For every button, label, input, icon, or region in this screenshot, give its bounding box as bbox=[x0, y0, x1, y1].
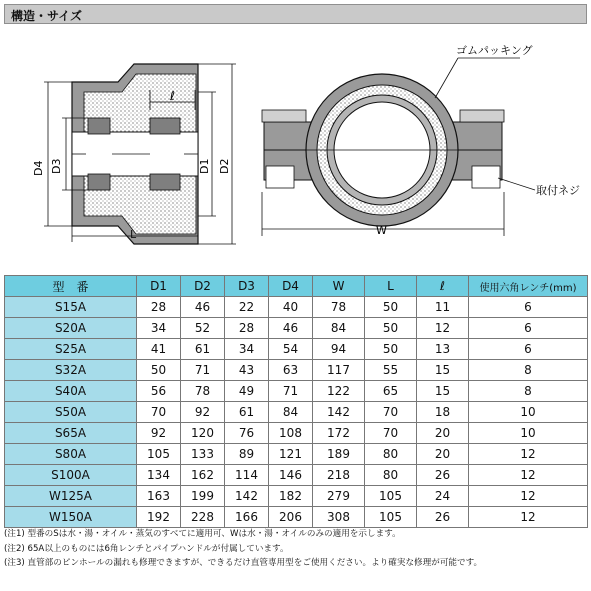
value-cell: 43 bbox=[225, 360, 269, 381]
value-cell: 55 bbox=[365, 360, 417, 381]
value-cell: 122 bbox=[313, 381, 365, 402]
table-row bbox=[5, 318, 588, 339]
model-cell: S25A bbox=[5, 339, 137, 360]
value-cell: 163 bbox=[137, 486, 181, 507]
size-table bbox=[4, 275, 588, 528]
value-cell: 10 bbox=[469, 423, 588, 444]
value-cell: 6 bbox=[469, 339, 588, 360]
value-cell: 15 bbox=[417, 381, 469, 402]
value-cell: 26 bbox=[417, 465, 469, 486]
table-row bbox=[5, 381, 588, 402]
table-row bbox=[5, 360, 588, 381]
model-cell: S50A bbox=[5, 402, 137, 423]
value-cell: 40 bbox=[269, 297, 313, 318]
label-gasket: ゴムパッキング bbox=[456, 44, 533, 57]
value-cell: 46 bbox=[269, 318, 313, 339]
column-header: 型 番 bbox=[5, 276, 137, 297]
note-1: (注1) 型番のSは水・湯・オイル・蒸気のすべてに適用可、Wは水・湯・オイルのみの適用を示します。 bbox=[4, 529, 401, 539]
value-cell: 54 bbox=[269, 339, 313, 360]
label-ell: ℓ bbox=[170, 89, 175, 103]
value-cell: 228 bbox=[181, 507, 225, 528]
value-cell: 49 bbox=[225, 381, 269, 402]
value-cell: 142 bbox=[313, 402, 365, 423]
value-cell: 70 bbox=[137, 402, 181, 423]
value-cell: 34 bbox=[137, 318, 181, 339]
value-cell: 279 bbox=[313, 486, 365, 507]
value-cell: 89 bbox=[225, 444, 269, 465]
value-cell: 63 bbox=[269, 360, 313, 381]
side-section-view bbox=[72, 64, 198, 244]
note-3: (注3) 直管部のピンホールの漏れも修理できますが、できるだけ直管専用型をご使用ください。より確実な修理が可能です。 bbox=[4, 558, 483, 568]
label-d1: D1 bbox=[198, 158, 211, 174]
value-cell: 61 bbox=[181, 339, 225, 360]
value-cell: 13 bbox=[417, 339, 469, 360]
value-cell: 20 bbox=[417, 423, 469, 444]
label-l: L bbox=[130, 228, 137, 241]
value-cell: 70 bbox=[365, 402, 417, 423]
table-row bbox=[5, 444, 588, 465]
column-header: W bbox=[313, 276, 365, 297]
bolt-head-left bbox=[266, 166, 294, 188]
value-cell: 134 bbox=[137, 465, 181, 486]
note-2: (注2) 65A以上のものには6角レンチとパイプハンドルが付属しています。 bbox=[4, 543, 289, 554]
value-cell: 46 bbox=[181, 297, 225, 318]
seal-upper-left bbox=[88, 118, 110, 134]
model-cell: S80A bbox=[5, 444, 137, 465]
value-cell: 80 bbox=[365, 465, 417, 486]
table-row bbox=[5, 423, 588, 444]
value-cell: 26 bbox=[417, 507, 469, 528]
value-cell: 308 bbox=[313, 507, 365, 528]
value-cell: 28 bbox=[137, 297, 181, 318]
value-cell: 65 bbox=[365, 381, 417, 402]
value-cell: 12 bbox=[469, 444, 588, 465]
table-row bbox=[5, 507, 588, 528]
model-cell: S15A bbox=[5, 297, 137, 318]
value-cell: 15 bbox=[417, 360, 469, 381]
model-cell: S32A bbox=[5, 360, 137, 381]
table-row bbox=[5, 339, 588, 360]
value-cell: 71 bbox=[269, 381, 313, 402]
value-cell: 20 bbox=[417, 444, 469, 465]
value-cell: 166 bbox=[225, 507, 269, 528]
column-header: ℓ bbox=[417, 276, 469, 297]
bolt-right bbox=[460, 110, 504, 122]
model-cell: W150A bbox=[5, 507, 137, 528]
section-title: 構造・サイズ bbox=[11, 9, 83, 23]
label-d4: D4 bbox=[32, 160, 45, 176]
value-cell: 114 bbox=[225, 465, 269, 486]
value-cell: 34 bbox=[225, 339, 269, 360]
table-row bbox=[5, 297, 588, 318]
value-cell: 94 bbox=[313, 339, 365, 360]
value-cell: 52 bbox=[181, 318, 225, 339]
notes bbox=[4, 527, 587, 571]
section-header bbox=[4, 4, 587, 24]
value-cell: 218 bbox=[313, 465, 365, 486]
value-cell: 78 bbox=[313, 297, 365, 318]
value-cell: 92 bbox=[181, 402, 225, 423]
table-row bbox=[5, 486, 588, 507]
value-cell: 41 bbox=[137, 339, 181, 360]
column-header: D3 bbox=[225, 276, 269, 297]
label-w: W bbox=[376, 224, 387, 237]
value-cell: 105 bbox=[137, 444, 181, 465]
value-cell: 71 bbox=[181, 360, 225, 381]
table-header-row bbox=[5, 276, 588, 297]
structure-diagram bbox=[0, 26, 591, 276]
model-cell: W125A bbox=[5, 486, 137, 507]
column-header: D2 bbox=[181, 276, 225, 297]
bolt-head-right bbox=[472, 166, 500, 188]
value-cell: 92 bbox=[137, 423, 181, 444]
value-cell: 22 bbox=[225, 297, 269, 318]
value-cell: 162 bbox=[181, 465, 225, 486]
value-cell: 182 bbox=[269, 486, 313, 507]
seal-lower-left bbox=[88, 174, 110, 190]
model-cell: S65A bbox=[5, 423, 137, 444]
value-cell: 50 bbox=[365, 297, 417, 318]
value-cell: 56 bbox=[137, 381, 181, 402]
value-cell: 189 bbox=[313, 444, 365, 465]
value-cell: 12 bbox=[417, 318, 469, 339]
value-cell: 70 bbox=[365, 423, 417, 444]
value-cell: 12 bbox=[469, 507, 588, 528]
value-cell: 121 bbox=[269, 444, 313, 465]
value-cell: 12 bbox=[469, 465, 588, 486]
value-cell: 146 bbox=[269, 465, 313, 486]
value-cell: 10 bbox=[469, 402, 588, 423]
column-header: D4 bbox=[269, 276, 313, 297]
value-cell: 8 bbox=[469, 360, 588, 381]
value-cell: 80 bbox=[365, 444, 417, 465]
cross-section-view bbox=[262, 74, 504, 226]
value-cell: 142 bbox=[225, 486, 269, 507]
value-cell: 28 bbox=[225, 318, 269, 339]
model-cell: S40A bbox=[5, 381, 137, 402]
value-cell: 84 bbox=[313, 318, 365, 339]
value-cell: 18 bbox=[417, 402, 469, 423]
value-cell: 120 bbox=[181, 423, 225, 444]
value-cell: 50 bbox=[365, 318, 417, 339]
value-cell: 105 bbox=[365, 507, 417, 528]
label-d2: D2 bbox=[218, 158, 231, 174]
value-cell: 78 bbox=[181, 381, 225, 402]
model-cell: S100A bbox=[5, 465, 137, 486]
table-row bbox=[5, 465, 588, 486]
seal-lower-right bbox=[150, 174, 180, 190]
value-cell: 108 bbox=[269, 423, 313, 444]
value-cell: 206 bbox=[269, 507, 313, 528]
value-cell: 199 bbox=[181, 486, 225, 507]
value-cell: 24 bbox=[417, 486, 469, 507]
value-cell: 12 bbox=[469, 486, 588, 507]
value-cell: 76 bbox=[225, 423, 269, 444]
column-header: 使用六角レンチ(mm) bbox=[469, 276, 588, 297]
value-cell: 192 bbox=[137, 507, 181, 528]
column-header: D1 bbox=[137, 276, 181, 297]
model-cell: S20A bbox=[5, 318, 137, 339]
seal-upper-right bbox=[150, 118, 180, 134]
value-cell: 6 bbox=[469, 297, 588, 318]
value-cell: 105 bbox=[365, 486, 417, 507]
value-cell: 8 bbox=[469, 381, 588, 402]
value-cell: 50 bbox=[137, 360, 181, 381]
label-d3: D3 bbox=[50, 158, 63, 174]
value-cell: 133 bbox=[181, 444, 225, 465]
bolt-left bbox=[262, 110, 306, 122]
value-cell: 117 bbox=[313, 360, 365, 381]
value-cell: 11 bbox=[417, 297, 469, 318]
value-cell: 61 bbox=[225, 402, 269, 423]
value-cell: 172 bbox=[313, 423, 365, 444]
value-cell: 50 bbox=[365, 339, 417, 360]
value-cell: 84 bbox=[269, 402, 313, 423]
value-cell: 6 bbox=[469, 318, 588, 339]
column-header: L bbox=[365, 276, 417, 297]
table-row bbox=[5, 402, 588, 423]
label-screw: 取付ネジ bbox=[536, 184, 580, 197]
